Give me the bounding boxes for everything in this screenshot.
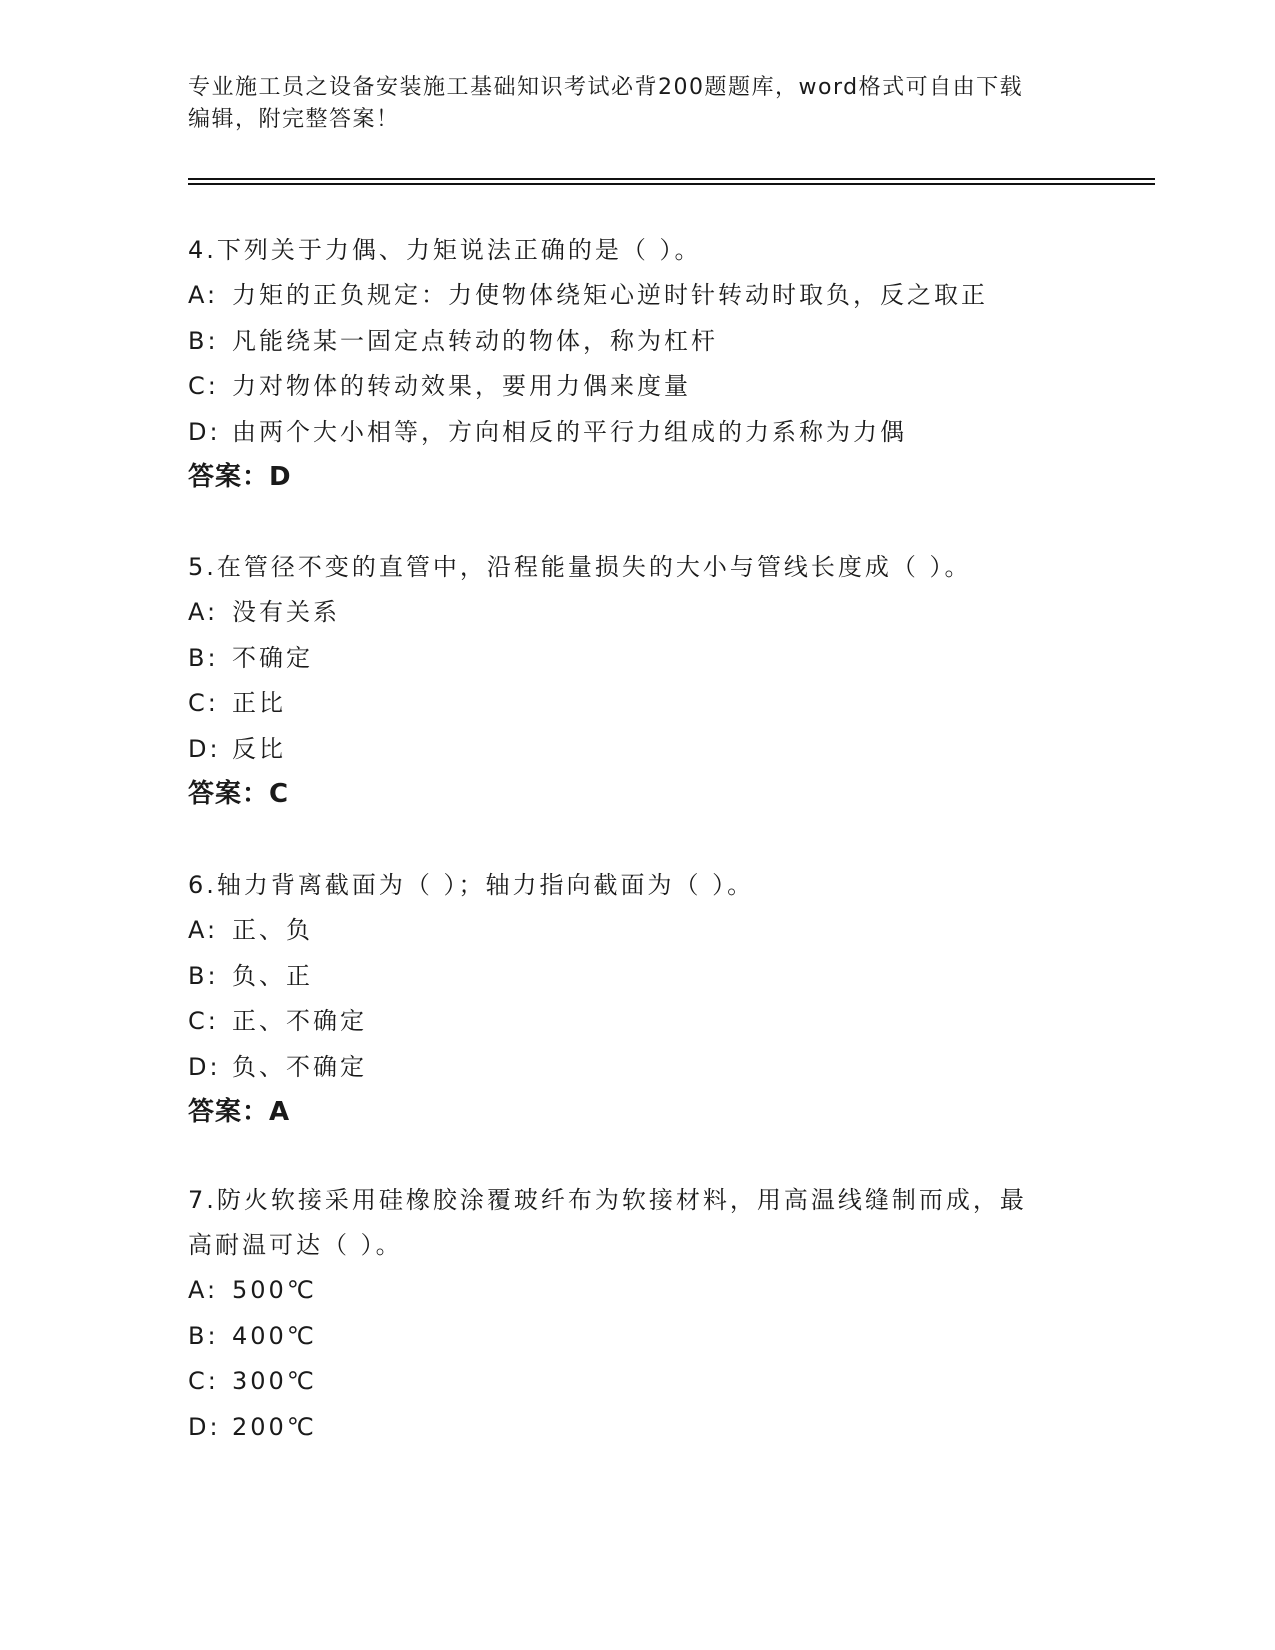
option-d — [188, 727, 1088, 773]
option-b — [188, 1314, 1048, 1360]
option-letter: C: — [188, 1007, 219, 1035]
option-text: 凡能绕某一固定点转动的物体，称为杠杆 — [232, 326, 718, 355]
question-7 — [188, 1178, 1048, 1450]
option-letter: A: — [188, 281, 219, 309]
question-stem: 6.轴力背离截面为（ ）；轴力指向截面为（ ）。 — [188, 871, 755, 899]
option-c — [188, 1359, 1048, 1405]
option-text: 正比 — [232, 689, 286, 717]
option-text: 正、不确定 — [232, 1007, 367, 1035]
option-letter: A: — [188, 1276, 219, 1304]
header-rule-bottom — [188, 183, 1155, 185]
option-a — [188, 1268, 1048, 1314]
option-d — [188, 410, 1088, 456]
option-letter: A: — [188, 598, 219, 626]
option-letter: B: — [188, 961, 219, 990]
option-letter: B: — [188, 643, 219, 672]
answer-line: 答案：A — [188, 1097, 291, 1127]
option-text: 由两个大小相等，方向相反的平行力组成的力系称为力偶 — [232, 417, 907, 446]
option-text: 力矩的正负规定：力使物体绕矩心逆时针转动时取负，反之取正 — [232, 281, 988, 309]
option-letter: C: — [188, 689, 219, 717]
header-rule-top — [188, 178, 1155, 180]
option-text: 正、负 — [232, 916, 313, 944]
option-a — [188, 273, 1088, 319]
option-text: 反比 — [232, 734, 286, 763]
option-d — [188, 1045, 1088, 1091]
question-stem: 4.下列关于力偶、力矩说法正确的是（ ）。 — [188, 236, 702, 264]
question-5 — [188, 545, 1088, 817]
option-a — [188, 908, 1088, 954]
option-text: 不确定 — [232, 643, 313, 672]
option-letter: D: — [188, 734, 221, 763]
document-header — [188, 72, 1088, 136]
option-text: 力对物体的转动效果，要用力偶来度量 — [232, 372, 691, 400]
answer-line: 答案：D — [188, 462, 292, 492]
option-letter: D: — [188, 417, 221, 446]
option-c — [188, 681, 1088, 727]
question-stem: 7.防火软接采用硅橡胶涂覆玻纤布为软接材料，用高温线缝制而成，最高耐温可达（ ）。 — [188, 1186, 1027, 1259]
question-stem: 5.在管径不变的直管中，沿程能量损失的大小与管线长度成（ ）。 — [188, 553, 972, 581]
option-b — [188, 636, 1088, 682]
option-text: 400℃ — [232, 1321, 317, 1350]
option-letter: D: — [188, 1052, 221, 1081]
header-line-1: 专业施工员之设备安装施工基础知识考试必背200题题库，word格式可自由下载 — [188, 75, 1024, 100]
option-letter: A: — [188, 916, 219, 944]
option-b — [188, 954, 1088, 1000]
option-d — [188, 1405, 1048, 1451]
option-text: 500℃ — [232, 1276, 317, 1304]
option-text: 200℃ — [232, 1412, 317, 1441]
question-6 — [188, 863, 1088, 1135]
option-a — [188, 590, 1088, 636]
option-letter: D: — [188, 1412, 221, 1441]
option-text: 300℃ — [232, 1367, 317, 1395]
option-letter: C: — [188, 1367, 219, 1395]
option-text: 没有关系 — [232, 598, 340, 626]
option-text: 负、正 — [232, 961, 313, 990]
option-b — [188, 319, 1088, 365]
header-line-2: 编辑，附完整答案！ — [188, 107, 400, 132]
option-c — [188, 999, 1088, 1045]
answer-line: 答案：C — [188, 779, 290, 809]
option-letter: B: — [188, 326, 219, 355]
option-text: 负、不确定 — [232, 1052, 367, 1081]
question-4 — [188, 228, 1088, 500]
option-letter: B: — [188, 1321, 219, 1350]
option-c — [188, 364, 1088, 410]
option-letter: C: — [188, 372, 219, 400]
